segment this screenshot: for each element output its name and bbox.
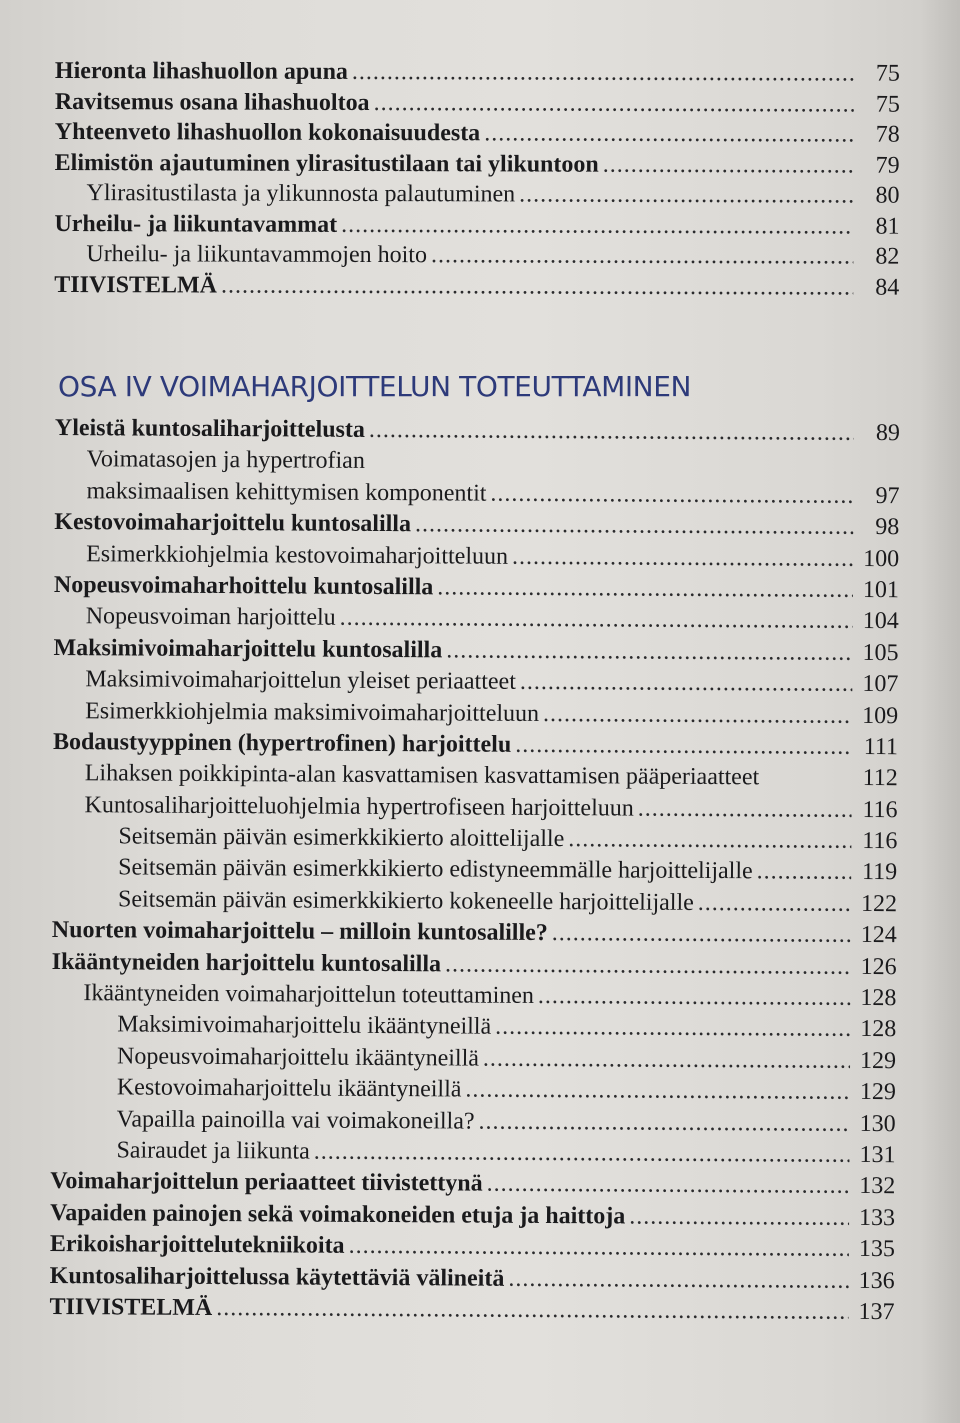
toc-entry-title: Kuntosaliharjoittelussa käytettäviä välineitä [49, 1262, 505, 1292]
toc-entry-title: Seitsemän päivän esimerkkikierto aloittelijalle [118, 823, 565, 853]
dot-leader [520, 667, 853, 699]
page-number: 101 [862, 576, 900, 604]
toc-entry-title: Esimerkkiohjelmia maksimivoimaharjoitteluun [85, 697, 540, 727]
dot-leader [374, 88, 854, 120]
toc-entry[interactable] [54, 208, 899, 241]
toc-entry[interactable] [54, 507, 899, 544]
toc-entry-title: TIIVISTELMÄ [54, 271, 218, 299]
page-number: 136 [858, 1267, 895, 1294]
dot-leader [495, 1012, 850, 1044]
dot-leader [512, 541, 853, 573]
toc-entry[interactable] [52, 947, 897, 984]
dot-leader [515, 730, 852, 762]
dot-leader [341, 209, 853, 241]
toc-entry-title: Seitsemän päivän esimerkkikierto edistyneemmälle harjoittelijalle [118, 854, 753, 885]
toc-entry-title: Ikääntyneiden voimaharjoittelun toteuttaminen [83, 980, 535, 1009]
toc-entry-title: Nopeusvoiman harjoittelu [85, 603, 336, 632]
dot-leader [603, 149, 854, 180]
toc-entry[interactable] [55, 413, 900, 450]
page-number: 129 [859, 1079, 896, 1106]
toc-entry[interactable] [53, 696, 898, 733]
dot-leader [478, 1106, 849, 1138]
dot-leader [629, 1201, 849, 1232]
toc-entry[interactable] [51, 1041, 896, 1078]
toc-entry[interactable] [52, 915, 897, 952]
dot-leader [369, 415, 854, 448]
dot-leader [568, 824, 851, 856]
dot-leader [698, 888, 851, 919]
dot-leader [552, 918, 851, 950]
toc-entry[interactable] [55, 56, 900, 89]
toc-entry-title: Sairaudet ja liikunta [116, 1137, 310, 1165]
toc-entry[interactable] [54, 570, 899, 607]
toc-entry-title: Voimatasojen ja hypertrofian [86, 446, 365, 475]
page-number: 132 [859, 1173, 896, 1200]
toc-entry-title: Vapailla painoilla vai voimakoneilla? [116, 1105, 475, 1135]
toc-entry-title: maksimaalisen kehittymisen komponentit [86, 477, 487, 507]
page-number: 119 [862, 859, 898, 886]
dot-leader [638, 793, 852, 824]
page-number: 79 [875, 152, 900, 179]
toc-entry[interactable] [53, 727, 898, 764]
toc-entry[interactable] [55, 86, 900, 119]
toc-entry[interactable] [50, 1166, 895, 1203]
toc-entry[interactable] [54, 239, 899, 272]
page-number: 124 [860, 922, 897, 949]
page-number: 129 [859, 1047, 897, 1074]
toc-main-list [49, 413, 900, 1328]
page-number: 133 [859, 1204, 896, 1231]
toc-entry[interactable] [54, 601, 899, 638]
toc-entry-title: Lihaksen poikkipinta-alan kasvattamisen kasvattamisen pääperiaatteet [84, 760, 760, 791]
section-heading: OSA IV VOIMAHARJOITTELUN TOTEUTTAMINEN [58, 370, 692, 403]
dot-leader [445, 949, 851, 981]
page-number: 111 [863, 733, 899, 761]
page-number: 131 [859, 1141, 896, 1169]
toc-entry[interactable] [50, 1198, 895, 1235]
toc-entry-title: Urheilu- ja liikuntavammat [54, 210, 338, 238]
toc-entry-title: Kestovoimaharjoittelu ikääntyneillä [116, 1074, 462, 1103]
page-number: 122 [860, 890, 898, 918]
page-number: 128 [860, 1016, 897, 1043]
page-number: 81 [875, 213, 900, 240]
page-number: 112 [862, 765, 898, 792]
toc-entry[interactable] [50, 1135, 895, 1172]
dot-leader [352, 57, 854, 89]
dot-leader [757, 857, 852, 888]
page-number: 128 [860, 984, 897, 1012]
toc-entry[interactable] [53, 664, 898, 701]
toc-entry-title: Kuntosaliharjoitteluohjelmia hypertrofiseen harjoitteluun [84, 791, 634, 822]
toc-entry-title: Elimistön ajautuminen ylirasitustilaan tai ylikuntoon [54, 149, 599, 178]
dot-leader [465, 1075, 850, 1107]
page-number: 97 [875, 482, 900, 509]
toc-entry-title: Kestovoimaharjoittelu kuntosalilla [54, 509, 412, 538]
toc-entry[interactable] [49, 1292, 894, 1329]
toc-entry-title: Yleistä kuntosaliharjoittelusta [54, 414, 365, 443]
toc-entry-title: Yhteenveto lihashuollon kokonaisuudesta [54, 118, 481, 147]
toc-entry-title: Maksimivoimaharjoittelu ikääntyneillä [117, 1011, 492, 1041]
page-number: 135 [858, 1236, 895, 1263]
page-number: 116 [862, 828, 898, 855]
page-number: 137 [858, 1298, 895, 1326]
page-number: 104 [862, 608, 899, 635]
page-number: 126 [860, 953, 897, 980]
toc-entry[interactable] [53, 758, 898, 795]
toc-entry-title: TIIVISTELMÄ [49, 1293, 213, 1321]
toc-entry[interactable] [54, 269, 899, 302]
toc-entry-title: Maksimivoimaharjoittelu kuntosalilla [53, 634, 443, 664]
toc-entry[interactable] [52, 821, 897, 858]
toc-entry[interactable] [55, 147, 900, 180]
toc-entry[interactable] [51, 1104, 896, 1141]
toc-entry-title: Maksimivoimaharjoittelun yleiset periaatteet [85, 666, 516, 695]
dot-leader [487, 1169, 850, 1201]
dot-leader [415, 509, 854, 542]
toc-entry-title: Urheilu- ja liikuntavammojen hoito [86, 241, 428, 269]
toc-entry[interactable] [52, 884, 897, 921]
toc-entry[interactable] [54, 476, 899, 513]
dot-leader [340, 603, 853, 636]
page-edge-shadow [920, 0, 960, 1423]
toc-entry-title: Ikääntyneiden harjoittelu kuntosalilla [51, 948, 442, 978]
dot-leader [431, 240, 853, 271]
toc-entry-line [55, 444, 900, 481]
toc-entry-title: Voimaharjoittelun periaatteet tiivistettynä [50, 1168, 483, 1198]
page-number: 116 [862, 796, 898, 823]
toc-entry[interactable] [51, 1072, 896, 1109]
dot-leader [519, 179, 853, 210]
toc-entry[interactable] [51, 1009, 896, 1046]
toc-entry[interactable] [55, 117, 900, 150]
dot-leader [490, 478, 853, 510]
page-number: 89 [875, 420, 900, 447]
page-number: 105 [862, 639, 899, 666]
toc-entry[interactable] [53, 633, 898, 670]
page-number: 75 [875, 60, 900, 87]
toc-entry-title: Nuorten voimaharjoittelu – milloin kuntosalille? [51, 917, 548, 947]
toc-entry[interactable] [50, 1229, 895, 1266]
page-number: 80 [875, 182, 900, 209]
dot-leader [221, 270, 853, 302]
page-number: 78 [875, 121, 900, 148]
toc-entry-title: Ylirasitustilasta ja ylikunnosta palautuminen [86, 180, 516, 208]
toc-entry[interactable] [52, 852, 897, 889]
toc-entry-title: Esimerkkiohjelmia kestovoimaharjoitteluun [86, 540, 509, 570]
toc-entry-title: Nopeusvoimaharjoittelu ikääntyneillä [116, 1043, 480, 1072]
toc-entry[interactable] [53, 790, 898, 827]
dot-leader [538, 981, 851, 1013]
toc-entry-title: Bodaustyyppinen (hypertrofinen) harjoittelu [52, 728, 512, 758]
dot-leader [437, 572, 853, 605]
toc-entry[interactable] [54, 539, 899, 576]
dot-leader [216, 1293, 848, 1327]
page-number: 84 [875, 274, 900, 301]
toc-entry[interactable] [51, 978, 896, 1015]
dot-leader [349, 1231, 849, 1264]
page-number: 107 [862, 671, 899, 698]
page-number: 82 [875, 243, 900, 270]
toc-entry-title: Nopeusvoimaharhoittelu kuntosalilla [53, 571, 434, 601]
dot-leader [314, 1137, 850, 1170]
dot-leader [543, 699, 852, 731]
toc-entry[interactable] [50, 1261, 895, 1298]
dot-leader [446, 635, 852, 667]
page-number: 98 [875, 514, 900, 541]
page-number: 109 [862, 702, 899, 729]
page-number: 100 [863, 545, 900, 572]
toc-entry-title: Erikoisharjoittelutekniikoita [49, 1231, 345, 1259]
toc-top-list [54, 56, 900, 303]
toc-entry-title: Vapaiden painojen sekä voimakoneiden etuja ja haittoja [50, 1199, 626, 1230]
toc-entry-title: Hieronta lihashuollon apuna [54, 57, 348, 85]
page-number: 130 [859, 1110, 896, 1137]
toc-entry-title: Ravitsemus osana lihashuoltoa [54, 88, 370, 116]
dot-leader [483, 1043, 850, 1075]
page-number: 75 [875, 91, 900, 118]
dot-leader [508, 1263, 849, 1295]
toc-entry-title: Seitsemän päivän esimerkkikierto kokeneelle harjoittelijalle [117, 886, 694, 916]
dot-leader [484, 118, 854, 149]
toc-entry[interactable] [55, 178, 900, 211]
